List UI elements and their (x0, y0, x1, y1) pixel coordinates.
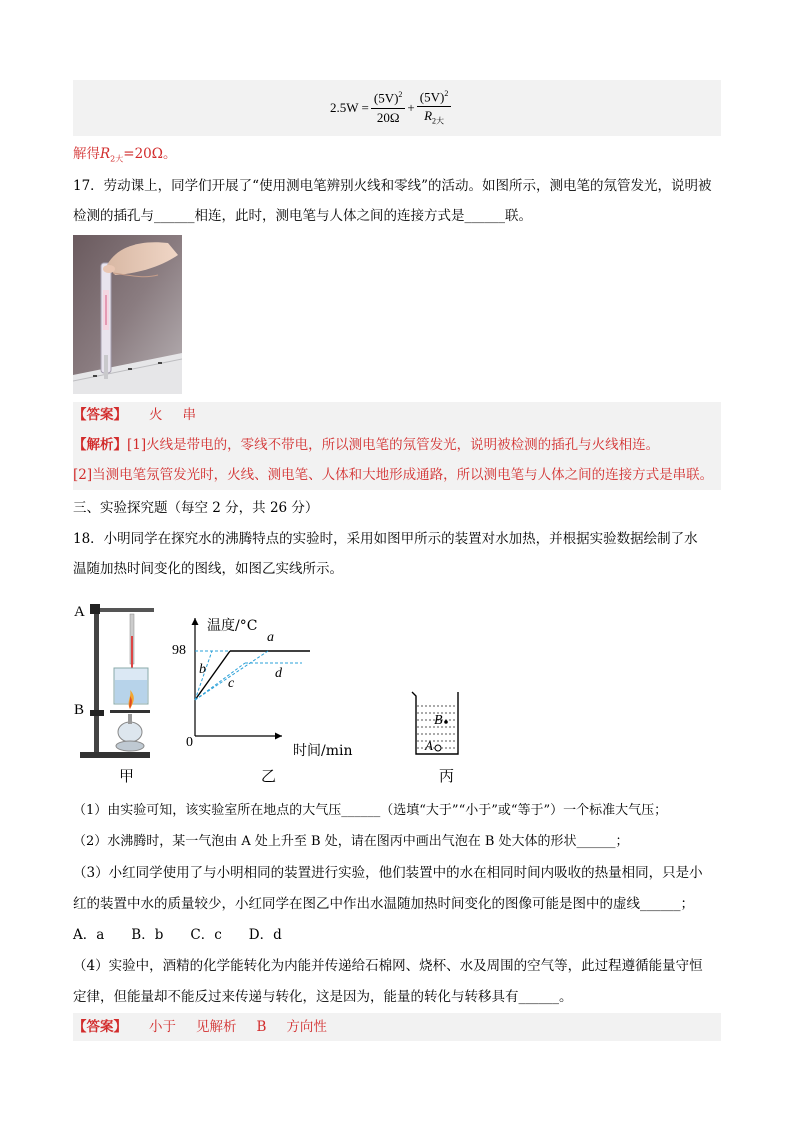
caption-yi: 乙 (261, 767, 277, 785)
q17-line-2: 检测的插孔与______相连，此时，测电笔与人体之间的连接方式是______联。 (73, 208, 532, 224)
yi-xlabel: 时间/min (293, 743, 353, 759)
q18-sub3-line2: 红的装置中水的质量较少，小红同学在图乙中作出水温随加热时间变化的图像可能是图中的虚线______； (73, 896, 694, 912)
yi-ylabel: 温度/°C (207, 618, 258, 634)
plus-sign: + (407, 100, 415, 115)
yi-y-tick-98: 98 (172, 643, 186, 658)
q18-sub4-line2: 定律，但能量却不能反过来传递与转化，这是因为，能量的转化与转移具有______。 (73, 989, 573, 1005)
power-equation (330, 86, 453, 130)
figure-jia-apparatus (70, 596, 170, 786)
q18-sub3-line1: （3）小红同学使用了与小明相同的装置进行实验，他们装置中的水在相同时间内吸收的热量相同，只是小 (73, 865, 703, 881)
label-a-jia: A (74, 604, 85, 620)
q18-options: A．a B．b C．c D．d (73, 927, 282, 943)
q18-line-2: 温随加热时间变化的图线，如图乙实线所示。 (73, 561, 343, 577)
q17-analysis-1: 【解析】[1]火线是带电的，零线不带电，所以测电笔的氖管发光，说明被检测的插孔与火线相连。 (73, 437, 660, 453)
label-b-bing: B (434, 713, 443, 728)
caption-bing: 丙 (439, 767, 455, 785)
tester-photo (73, 235, 182, 394)
yi-line-a-label: a (267, 630, 274, 645)
q18-sub1: （1）由实验可知，该实验室所在地点的大气压______（选填“大于”“小于”或“等于”）一个标准大气压； (73, 803, 668, 818)
q18-sub4-line1: （4）实验中，酒精的化学能转化为内能并传递给石棉网、烧杯、水及周围的空气等，此过程遵循能量守恒 (73, 958, 703, 974)
caption-jia: 甲 (119, 767, 135, 785)
q17-answer: 【答案】 火 串 (73, 407, 196, 423)
label-a-bing: A (425, 738, 433, 753)
fraction-2: $\frac{(5V)^2}{R_{2大}}$ (417, 89, 452, 127)
equation-lhs: 2.5W = (330, 100, 369, 115)
label-b-jia: B (74, 702, 85, 718)
yi-line-b-label: b (199, 662, 206, 677)
fraction-1: $\frac{(5V)^2}{20\Omega}$ (371, 90, 406, 125)
yi-line-d-label: d (275, 666, 282, 681)
solve-line: 解得$R_{2大}=20\Omega$。 (73, 146, 177, 164)
q18-sub2: （2）水沸腾时，某一气泡由 A 处上升至 B 处，请在图丙中画出气泡在 B 处大体的形状______； (73, 834, 629, 849)
q17-analysis-2: [2]当测电笔氖管发光时，火线、测电笔、人体和大地形成通路，所以测电笔与人体之间的连接方式是串联。 (73, 467, 714, 483)
section-3-title: 三、实验探究题（每空 2 分，共 26 分） (73, 500, 319, 516)
q18-answer: 【答案】 小于 见解析 B 方向性 (73, 1019, 327, 1035)
yi-origin: 0 (186, 735, 193, 750)
yi-line-c-label: c (228, 676, 235, 691)
q17-line-1: 17．劳动课上，同学们开展了“使用测电笔辨别火线和零线”的活动。如图所示，测电笔的氖管发光，说明被 (73, 178, 712, 194)
q18-line-1: 18．小明同学在探究水的沸腾特点的实验时，采用如图甲所示的装置对水加热，并根据实验数据绘制了水 (73, 531, 698, 547)
